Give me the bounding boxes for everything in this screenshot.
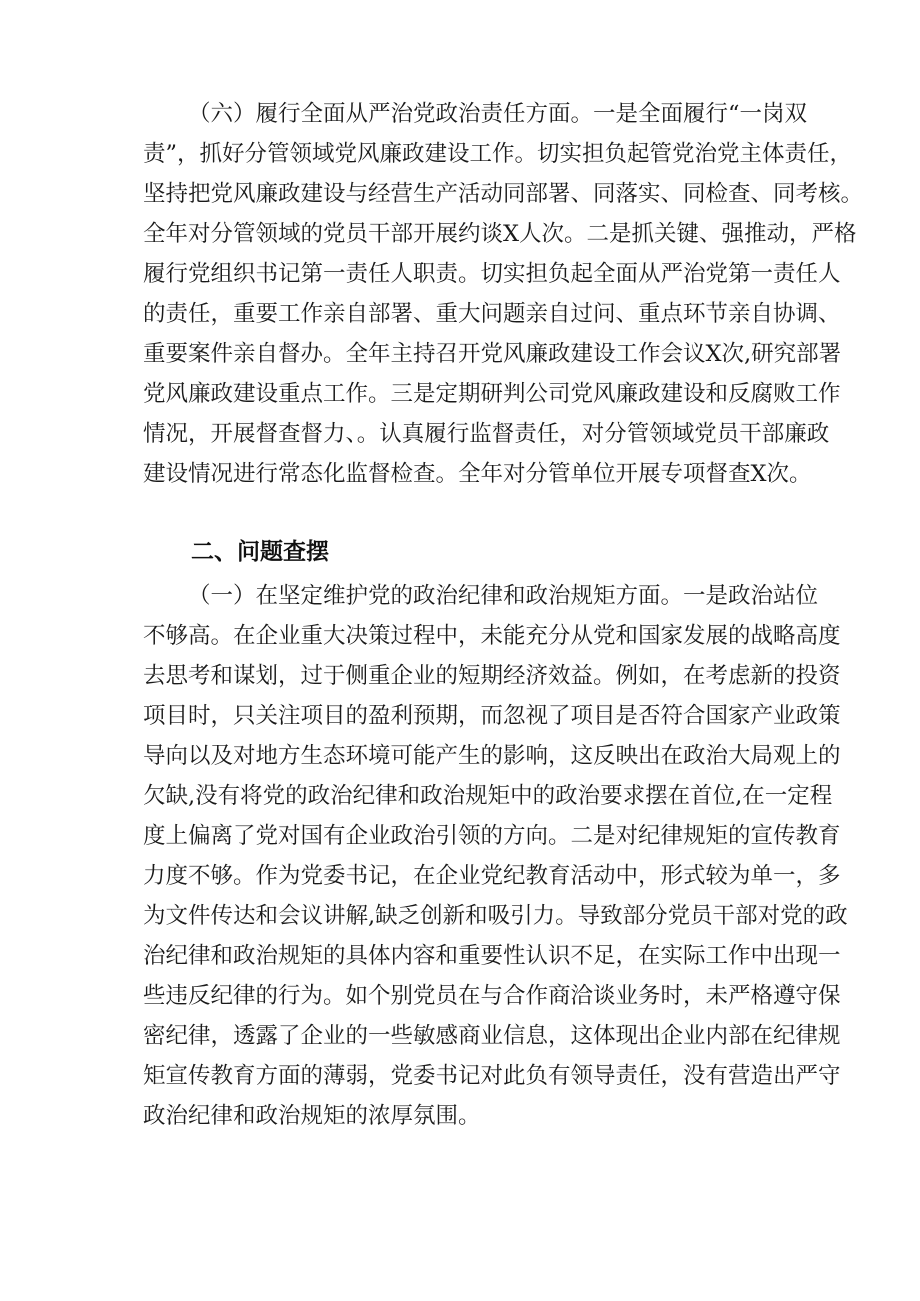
paragraph-line: 密纪律，透露了企业的一些敏感商业信息，这体现出企业内部在纪律规 xyxy=(143,1023,841,1049)
paragraph-line: 项目时，只关注项目的盈利预期，而忽视了项目是否符合国家产业政策 xyxy=(143,703,841,729)
paragraph-line: 欠缺,没有将党的政治纪律和政治规矩中的政治要求摆在首位,在一定程 xyxy=(143,783,833,809)
paragraph-line: （六）履行全面从严治党政治责任方面。一是全面履行“一岗双 xyxy=(188,101,808,127)
section-heading: 二、问题查摆 xyxy=(191,539,329,565)
paragraph-line: 责”，抓好分管领域党风廉政建设工作。切实担负起管党治党主体责任， xyxy=(143,141,853,167)
paragraph-line: 履行党组织书记第一责任人职责。切实担负起全面从严治党第一责任人 xyxy=(143,261,841,287)
paragraph-line: 为文件传达和会议讲解,缺乏创新和吸引力。导致部分党员干部对党的政 xyxy=(143,903,848,929)
paragraph-line: 坚持把党风廉政建设与经营生产活动同部署、同落实、同检查、同考核。 xyxy=(143,181,864,207)
paragraph-line: 力度不够。作为党委书记，在企业党纪教育活动中，形式较为单一，多 xyxy=(143,863,841,889)
paragraph-line: 党风廉政建设重点工作。三是定期研判公司党风廉政建设和反腐败工作 xyxy=(143,381,841,407)
paragraph-line: 全年对分管领域的党员干部开展约谈X人次。二是抓关键、强推动，严格 xyxy=(143,221,857,247)
paragraph-line: 建设情况进行常态化监督检查。全年对分管单位开展专项督查X次。 xyxy=(143,461,812,487)
paragraph-line: 的责任，重要工作亲自部署、重大问题亲自过问、重点环节亲自协调、 xyxy=(143,301,841,327)
paragraph-line: 政治纪律和政治规矩的浓厚氛围。 xyxy=(143,1103,481,1129)
paragraph-line: 矩宣传教育方面的薄弱，党委书记对此负有领导责任，没有营造出严守 xyxy=(143,1063,841,1089)
paragraph-line: 度上偏离了党对国有企业政治引领的方向。二是对纪律规矩的宣传教育 xyxy=(143,823,841,849)
paragraph-line: 些违反纪律的行为。如个别党员在与合作商洽谈业务时，未严格遵守保 xyxy=(143,983,841,1009)
paragraph-line: 去思考和谋划，过于侧重企业的短期经济效益。例如，在考虑新的投资 xyxy=(143,663,841,689)
paragraph-line: （一）在坚定维护党的政治纪律和政治规矩方面。一是政治站位 xyxy=(188,583,819,609)
paragraph-line: 重要案件亲自督办。全年主持召开党风廉政建设工作会议X次,研究部署 xyxy=(143,341,842,367)
paragraph-line: 导向以及对地方生态环境可能产生的影响，这反映出在政治大局观上的 xyxy=(143,743,841,769)
paragraph-line: 情况，开展督查督力、。认真履行监督责任，对分管领域党员干部廉政 xyxy=(143,421,830,447)
paragraph-line: 不够高。在企业重大决策过程中，未能充分从党和国家发展的战略高度 xyxy=(143,623,841,649)
paragraph-line: 治纪律和政治规矩的具体内容和重要性认识不足，在实际工作中出现一 xyxy=(143,943,841,969)
